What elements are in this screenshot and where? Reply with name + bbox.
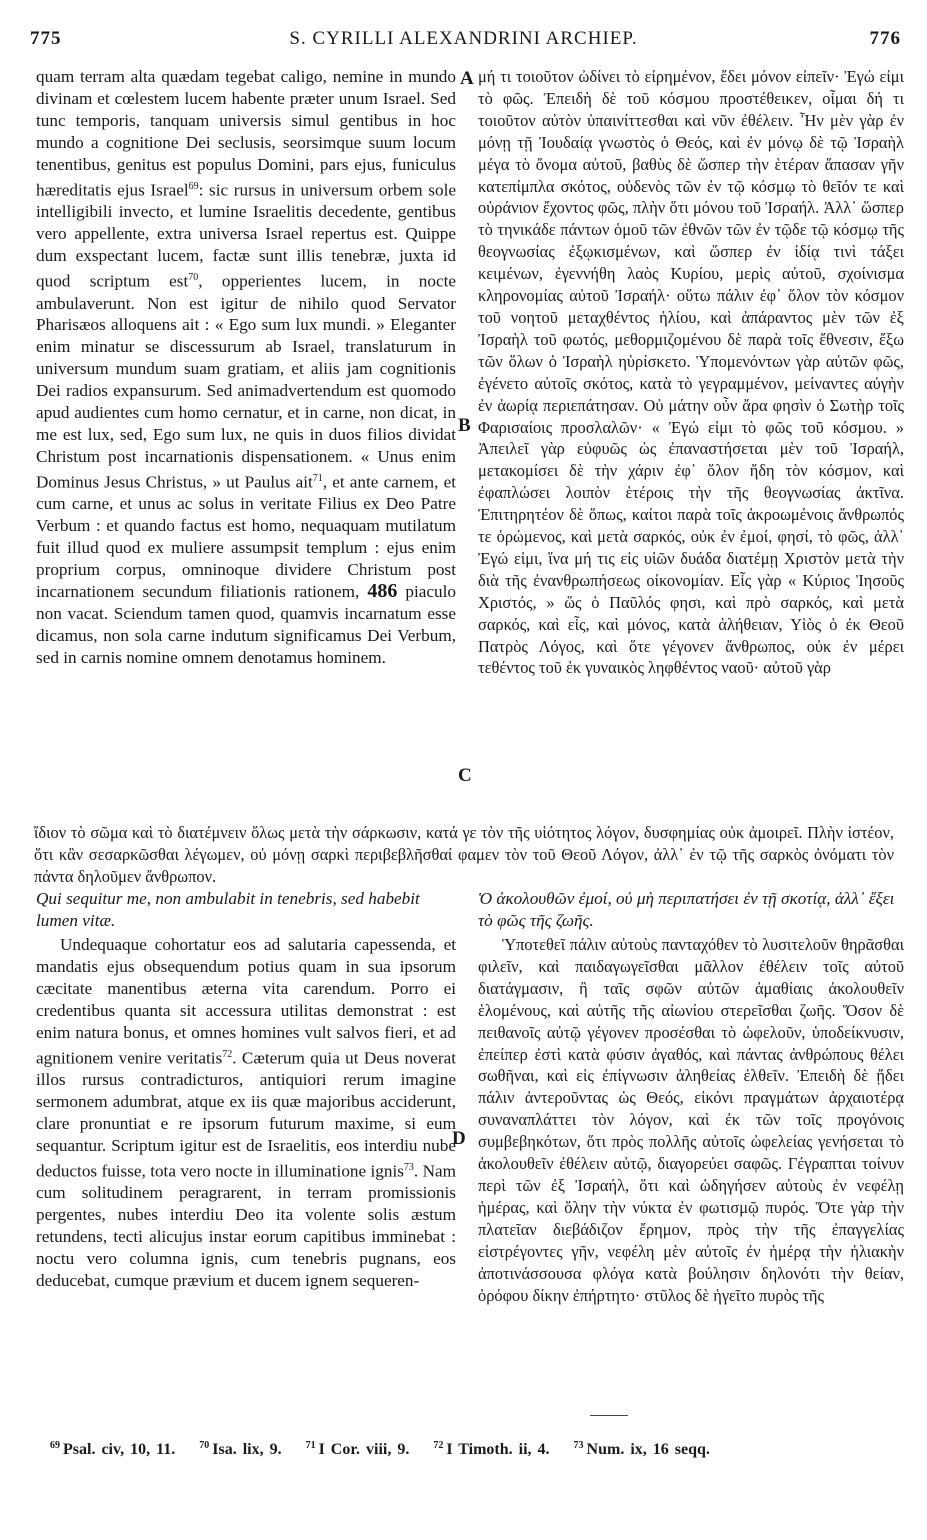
greek-column-top (478, 66, 904, 679)
footnote-ref[interactable]: 71 (312, 472, 323, 484)
footnote: $^{69}$ Psal. civ, 10, 11. (50, 1440, 176, 1459)
greek-paragraph: μή τι τοιοῦτον ὠδίνει τὸ εἰρημένον, ἔδει μόνον εἰπεῖν· Ἐγώ εἰμι τὸ φῶς. Ἐπειδὴ δὲ τοῦ κόσμου προστέθεικεν, οἶμαι δή τι τοιοῦτον αὐτὸν ὑπαινίττεσθαι καὶ νῦν ἐθέλειν. Ἦν μὲν γὰρ ἐν μόνῃ τῇ Ἰουδαίᾳ γνωστὸς ὁ Θεός, καὶ ἐν μόνῳ δὲ τῷ Ἰσραὴλ μέγα τὸ ὄνομα αὐτοῦ, βαθὺς δὲ ὥσπερ τὴν ἑτέραν ἅπασαν γῆν κατεπίμπλα σκότος, οὐδενὸς τῶν ἐν τῷ κόσμῳ τὸ θεῖόν τε καὶ οὐράνιον ἔχοντος φῶς, πλὴν ὅτι μόνου τοῦ Ἰσραήλ. Ἀλλ᾽ ὥσπερ τὸ τηνικάδε πάντων ὁμοῦ τῶν ἐθνῶν τῶν ἐν τῷδε τῷ κόσμῳ τῆς θεογνωσίας ἐξῳκισμένων, καὶ ὥσπερ ἐν ἰδίᾳ τινὶ τάξει κειμένων, ἐγεννήθη λαὸς Κυρίου, μερὶς αὐτοῦ, σχοίνισμα κληρονομίας αὐτοῦ Ἰσραήλ· οὕτω πάλιν ἐφ᾽ ὅλον τὸν κόσμον τοῦ νοητοῦ μεταχθέντος ἡλίου, καὶ ἀπάραντος μὲν τῶν ἐξ Ἰσραὴλ τοῦ φωτός, μεθορμιζομένου δὲ παρὰ τοῖς ἔθνεσιν, ἔξω τῶν ὅλων ὁ Ἰσραὴλ ηὑρίσκετο. Ὑπομενόντων γὰρ αὐτῶν φῶς, ἐγένετο αὐτοῖς σκότος, κατὰ τὸ γεγραμμένον, μείναντες αὐγὴν ἐν ἀωρίᾳ περιεπάτησαν. Οὐ μάτην οὖν ἄρα φησὶν ὁ Σωτὴρ τοῖς Φαρισαίοις προσλαλῶν· « Ἐγώ εἰμι τὸ φῶς τοῦ κόσμου. » Ἀπειλεῖ γὰρ εὐφυῶς ὡς ἐπαναστήσεται μὲν τοῦ Ἰσραήλ, μετακομίσει δὲ τὴν χάριν ἐφ᾽ ὅλον ἤδη τὸν κόσμον, καὶ ἐφαπλώσει λοιπὸν ἑτέροις τὴν τῆς θεογνωσίας ἀκτῖνα. Ἐπιτηρητέον δὲ ὅπως, καίτοι παρὰ τοῖς ἀκροωμένοις ἄνθρωπός τε ὁρώμενος, καὶ μετὰ σαρκός, οὐκ ἐν ἐμοί, φησί, τὸ φῶς, ἀλλ᾽ Ἐγώ εἰμι, ἵνα μή τις εἰς υἱῶν δυάδα διατέμῃ Χριστὸν μετὰ τὴν διὰ τῆς ἐνανθρωπήσεως οἰκονομίαν. Εἷς γὰρ « Κύριος Ἰησοῦς Χριστός, » ὥς ὁ Παῦλός φησι, καὶ πρὸ σαρκός, καὶ μετὰ σαρκός, καὶ εἷς, καὶ μόνος, κατὰ ἀλήθειαν, Υἱὸς ὁ ἐκ Θεοῦ Πατρὸς Λόγος, καὶ ὅτε γέγονεν ἄνθρωπος, οὐκ ἐν μέρει τεθέντος τοῦ ἐκ γυναικὸς ληφθέντος ναοῦ· αὐτοῦ γὰρ (478, 67, 904, 678)
margin-letter-d: D (452, 1128, 466, 1149)
footnote-ref[interactable]: 73 (403, 1161, 414, 1173)
footnotes (50, 1440, 910, 1459)
latin-paragraph: quam terram alta quædam tegebat caligo, nemine in mundo divinam et cœlestem lucem habente præter unum Israel. Sed tunc temporis, tanquam universis simul gentibus in hoc mundo a cognitione Dei seclusis, seorsimque suum locum tenentibus, genitus est populus Domini, pars ejus, funiculus hæreditatis ejus Israel$^{69}$: sic rursus in universum orbem sole intelligibili invecto, et lumine Israelitis decedente, gentibus vero appellente, extra universa Israel repertus est. Quippe dum exspectant lucem, factæ sunt illis tenebræ, juxta id quod scriptum est$^{70}$, opperientes lucem, in nocte ambulaverunt. Non est igitur de nihilo quod Servator Pharisæos alloquens ait : « Ego sum lux mundi. » Eleganter enim minatur se discessurum ab Israel, translaturum in universum mundum suam gratiam, et aliis jam cognitionis Dei radios expansurum. Sed animadvertendum est quomodo apud audientes cum homo cernatur, et in carne, non dicat, in me est lux, sed, Ego sum lux, ne quis in duos filios dividat Christum post incarnationis dispensationem. « Unus enim Dominus Jesus Christus, » ut Paulus ait$^{71}$, et ante carnem, et cum carne, et unus ac solus in veritate Filius ex Deo Patre Verbum : et quando factus est homo, nequaquam mutilatum fuit illud quod ex muliere assumpsit templum : ejus enim proprium corpus, omninoque dividere Christum post incarnationem secundum filiationis rationem, 486 piaculo non vacat. Sciendum tamen quod, quamvis incarnatum esse dicamus, non sola carne indutum significamus Dei Verbum, sed in carnis nomine omnem denotamus hominem. (36, 67, 457, 667)
greek-column-bottom (478, 934, 904, 1306)
latin-column-bottom (36, 934, 456, 1292)
page-number-left: 775 (30, 28, 62, 49)
footnote-ref[interactable]: 72 (222, 1048, 233, 1060)
footnote-ref[interactable]: 69 (188, 180, 199, 192)
latin-paragraph: Undequaque cohortatur eos ad salutaria capessenda, et mandatis ejus obsequendum potius quam in sua ipsorum cæcitate manentibus æterna vita carendum. Porro ei credentibus quanta sit accessura utilitas demonstrat : est enim natura bonus, et omnes homines vult salvos fieri, et ad agnitionem venire veritatis$^{72}$. Cæterum quia ut Deus noverat illos rursus contradicturos, antiquiori rerum imagine sermonem adumbrat, atque ex iis quæ majoribus acciderunt, clare pronuntiat e re ipsorum futurum maxime, si eum sequantur. Scriptum igitur est de Israelitis, eos interdiu nube deductos fuisse, tota vero nocte in illuminatione ignis$^{73}$. Nam cum solitudinem peragrarent, in terram promissionis pergentes, nubes interdiu Deo ita volente solis æstum retundens, tecti alicujus instar eorum capitibus imminebat : noctu vero columna ignis, cum tenebris pugnans, eos deducebat, cumque prævium et ducem ignem sequeren- (36, 935, 457, 1291)
footnote-divider (590, 1415, 628, 1416)
margin-letter-c: C (458, 765, 472, 786)
page-number-right: 776 (869, 28, 901, 49)
footnote-ref[interactable]: 70 (188, 271, 199, 283)
column-number: 486 (367, 580, 398, 603)
greek-full-width-continuation: ἴδιον τὸ σῶμα καὶ τὸ διατέμνειν ὅλως μετὰ τὴν σάρκωσιν, κατά γε τὸν τῆς υἱότητος λόγον, δυσφημίας οὐκ ἀμοιρεῖ. Πλὴν ἰστέον, ὅτι κἂν σεσαρκῶσθαι λέγωμεν, οὐ μόνῃ σαρκὶ περιβεβλῆσθαί φαμεν τὸν τοῦ Θεοῦ Λόγον, ἀλλ᾽ ἐν τῷ τῆς σαρκὸς ὀνόματι τὸν πάντα δηλοῦμεν ἄνθρωπον. (34, 823, 894, 886)
footnote: $^{70}$ Isa. lix, 9. (199, 1440, 282, 1459)
running-header (0, 28, 927, 54)
running-title: S. CYRILLI ALEXANDRINI ARCHIEP. (289, 28, 638, 49)
greek-lemma: Ὁ ἀκολουθῶν ἐμοί, οὐ μὴ περιπατήσει ἐν τῇ σκοτίᾳ, ἀλλ᾽ ἕξει τὸ φῶς τῆς ζωῆς. (478, 889, 895, 930)
footnote: $^{72}$ I Timoth. ii, 4. (433, 1440, 550, 1459)
greek-paragraph: Ὑποτεθεῖ πάλιν αὐτοὺς πανταχόθεν τὸ λυσιτελοῦν θηρᾶσθαι φιλεῖν, καὶ παιδαγωγεῖσθαι μᾶλλον ἐθέλειν τοῖς αὐτοῦ διατάγμασιν, ἢ ταῖς σφῶν αὐτῶν ἀμαθίαις ἀκολουθεῖν ἑλομένους, καὶ αὐτῆς τῆς αἰωνίου στερεῖσθαι ζωῆς. Ὅσον δὲ πειθανοῖς αὐτῷ γέγονεν προσέσθαι τὸ ὠφελοῦν, ὑποδείκνυσιν, ἐπείπερ ἐστὶ κατὰ φύσιν ἀγαθός, καὶ πάντας ἀνθρώπους θέλει σωθῆναι, καὶ εἰς ἐπίγνωσιν ἀληθείας ἐλθεῖν. Ἐπειδὴ δὲ ᾔδει πάλιν ἀντεροῦντας ὡς Θεός, εἰκόνι πραγμάτων ἀρχαιοτέρᾳ συναναπλάττει τὸν λόγον, καὶ ἐκ τῶν τοῖς προγόνοις συμβεβηκότων, ὅτι πρὸς πολλῆς αὐτοῖς ὠφελείας γενήσεται τὸ ἀκολουθεῖν ἐθέλειν αὐτῷ, διαγορεύει σαφῶς. Γέγραπται τοίνυν περὶ τῶν ἐξ Ἰσραήλ, ὅτι καὶ ὡδηγήσεν αὐτοὺς ἐν νεφέλῃ ἡμέρας, καὶ ὅλην τὴν νύκτα ἐν φωτισμῷ πυρός. Ὅτε γὰρ τὴν πλατεῖαν διεβάδιζον ἔρημον, πρὸς τὴν τῆς ἐπαγγελίας εἰστρέγοντες γῆν, νεφέλη μὲν αὐτοῖς ἐν ἡμέρᾳ τὴν ἡλιακὴν ἀποτινάσσουσα φλόγα κατὰ βούλησιν δηλονότι τὴν θείαν, ὀρόφου δίκην ἐπήρτητο· στῦλος δὲ ἡγεῖτο πυρὸς τῆς (478, 935, 904, 1305)
latin-column-top (36, 66, 456, 669)
margin-letter-a: A (460, 68, 474, 89)
latin-lemma: Qui sequitur me, non ambulabit in tenebris, sed habebit lumen vitæ. (36, 889, 420, 930)
margin-letter-b: B (458, 415, 471, 436)
footnote: $^{71}$ I Cor. viii, 9. (305, 1440, 410, 1459)
footnote: $^{73}$ Num. ix, 16 seqq. (573, 1440, 710, 1459)
